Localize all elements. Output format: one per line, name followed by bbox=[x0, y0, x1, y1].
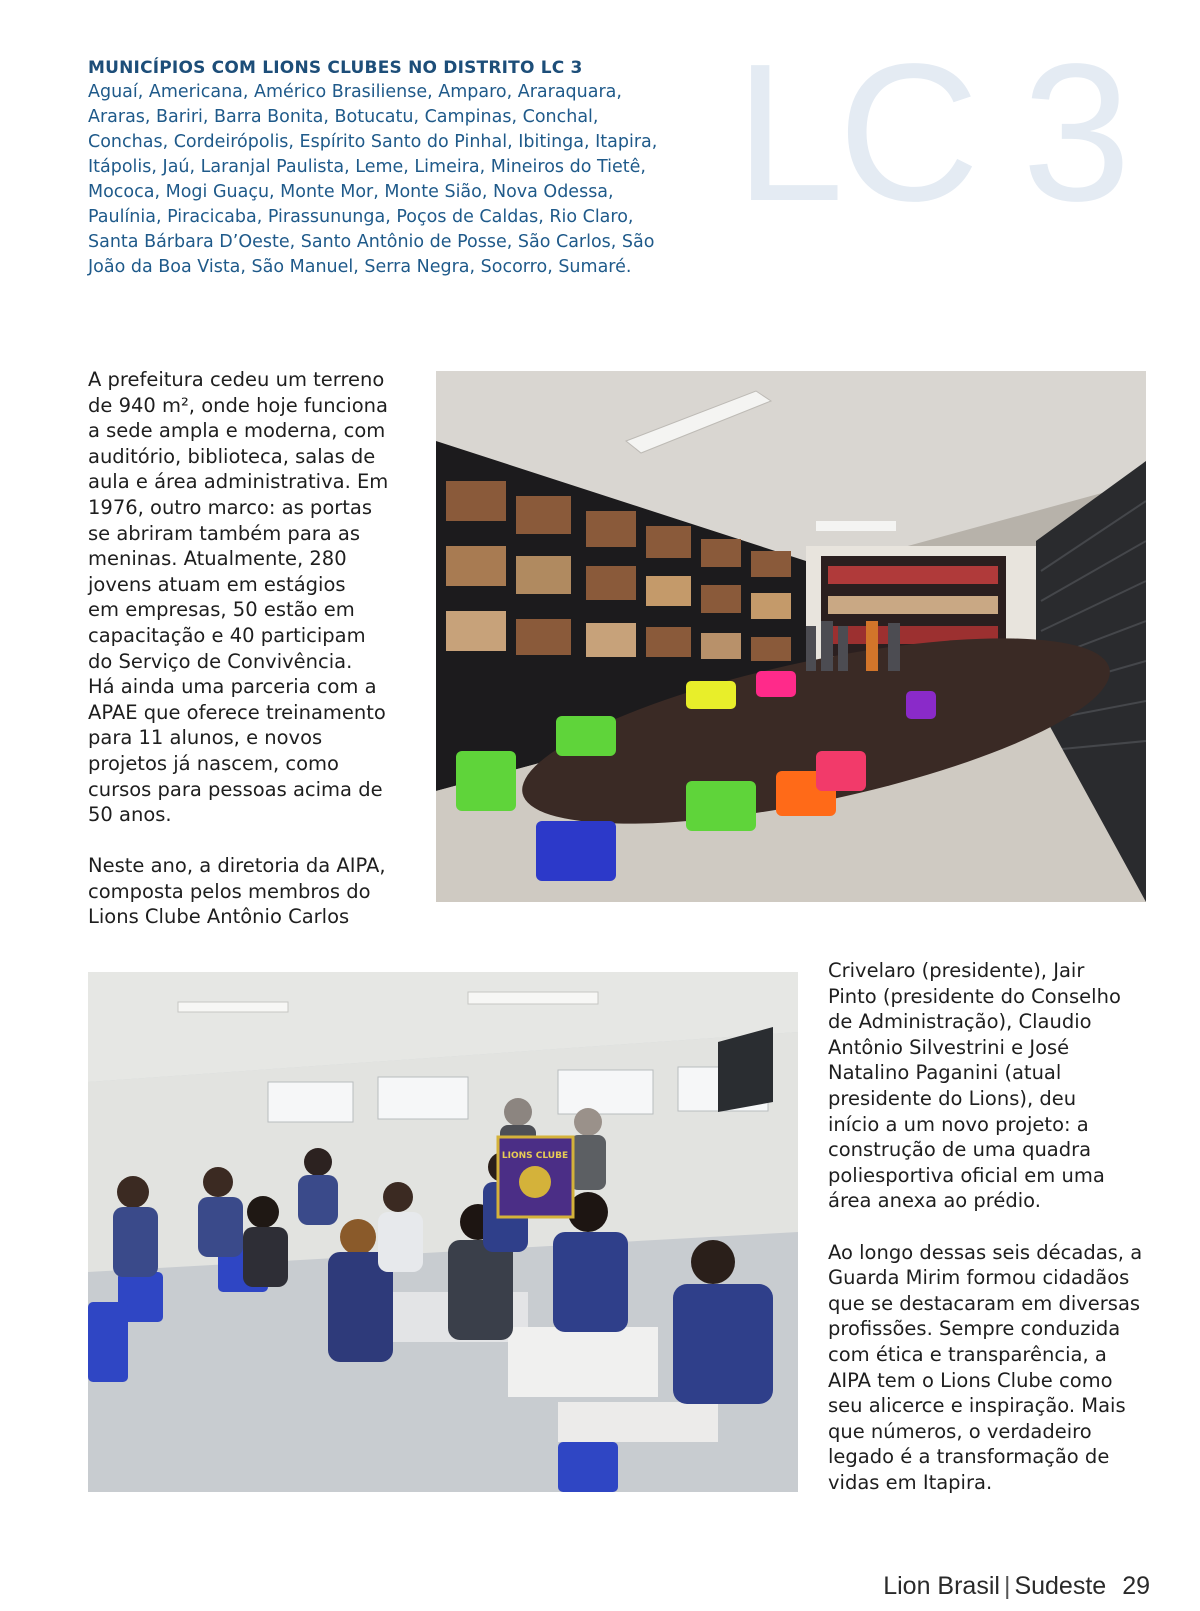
library-photo bbox=[436, 371, 1146, 902]
municipalities-heading: MUNICÍPIOS COM LIONS CLUBES NO DISTRITO LC 3 bbox=[88, 58, 583, 78]
municipalities-list: Aguaí, Americana, Américo Brasiliense, Amparo, Araraquara, Araras, Bariri, Barra Bonita, Botucatu, Campinas, Conchal, Conchas, Cordeirópolis, Espírito Santo do Pinhal, Ibitinga, Itapira, Itápolis, Jaú, Laranjal Paulista, Leme, Limeira, Mineiros do Tietê, Mococa, Mogi Guaçu, Monte Mor, Monte Sião, Nova Odessa, Paulínia, Piracicaba, Pirassununga, Poços de Caldas, Rio Claro, Santa Bárbara D’Oeste, Santo Antônio de Posse, São Carlos, São João da Boa Vista, São Manuel, Serra Negra, Socorro, Sumaré. bbox=[88, 82, 658, 277]
page-footer bbox=[883, 1572, 1150, 1601]
footer-separator: | bbox=[1003, 1572, 1011, 1600]
district-code-watermark: LC 3 bbox=[735, 23, 1126, 242]
lions-banner-text: LIONS CLUBE bbox=[501, 1151, 569, 1161]
page-number: 29 bbox=[1122, 1572, 1150, 1600]
classroom-photo bbox=[88, 972, 798, 1492]
publication-name: Lion Brasil bbox=[883, 1572, 1000, 1600]
section-name: Sudeste bbox=[1014, 1572, 1107, 1600]
article-column-right: Crivelaro (presidente), Jair Pinto (presidente do Conselho de Administração), Claudio Antônio Silvestrini e José Natalino Paganini (atual presidente do Lions), deu início a um novo projeto: a construção de uma quadra poliesportiva oficial em uma área anexa ao prédio. Ao longo dessas seis décadas, a Guarda Mirim formou cidadãos que se destacaram em diversas profissões. Sempre conduzida com ética e transparência, a AIPA tem o Lions Clube como seu alicerce e inspiração. Mais que números, o verdadeiro legado é a transformação de vidas em Itapira. bbox=[828, 959, 1143, 1494]
article-column-left: A prefeitura cedeu um terreno de 940 m², onde hoje funciona a sede ampla e moderna, com auditório, biblioteca, salas de aula e área administrativa. Em 1976, outro marco: as portas se abriram também para as meninas. Atualmente, 280 jovens atuam em estágios em empresas, 50 estão em capacitação e 40 participam do Serviço de Convivência. Há ainda uma parceria com a APAE que oferece treinamento para 11 alunos, e novos projetos já nascem, como cursos para pessoas acima de 50 anos. Neste ano, a diretoria da AIPA, composta pelos membros do Lions Clube Antônio Carlos bbox=[88, 368, 389, 929]
